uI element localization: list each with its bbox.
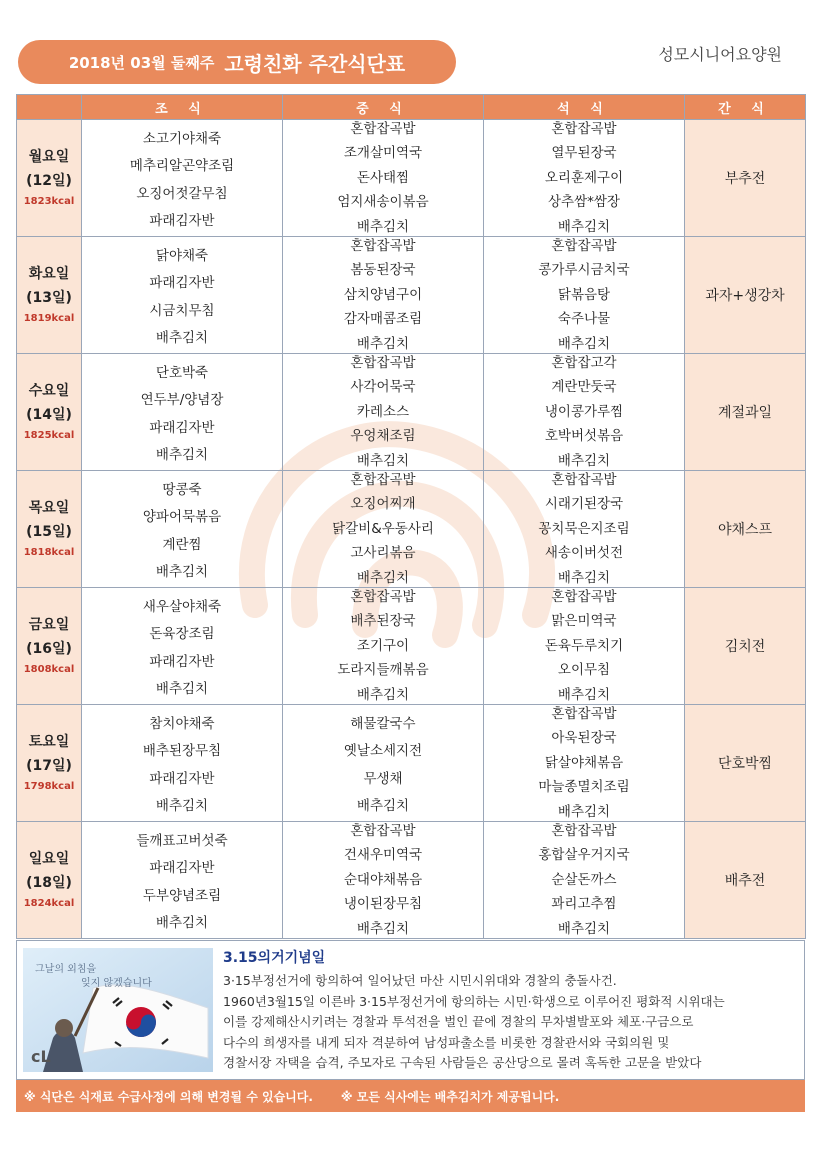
menu-item: 배추김치 (557, 452, 611, 469)
header-row (17, 95, 806, 120)
menu-item: 순살돈까스 (551, 871, 617, 888)
menu-item: 양파어묵볶음 (142, 509, 222, 526)
menu-item: 혼합잡곡밥 (350, 354, 416, 371)
menu-item: 봄동된장국 (350, 262, 416, 279)
menu-item: 카레소스 (356, 403, 410, 420)
menu-item: 땅콩죽 (162, 482, 202, 499)
header-breakfast: 조 식 (82, 95, 283, 120)
title-banner (18, 40, 456, 84)
menu-item: 무생채 (363, 770, 403, 787)
menu-item: 돈육두루치기 (544, 637, 624, 654)
menu-item: 혼합잡곡밥 (551, 237, 617, 254)
menu-item: 돈사태찜 (356, 169, 410, 186)
menu-item: 엄지새송이볶음 (337, 194, 429, 211)
day-kcal: 1825kcal (23, 430, 75, 441)
menu-item: 순대야채볶음 (343, 871, 423, 888)
day-cell (17, 120, 82, 237)
day-cell (17, 822, 82, 939)
menu-item: 계란찜 (162, 536, 202, 553)
menu-item: 배추김치 (155, 797, 209, 814)
menu-item: 열무된장국 (551, 145, 617, 162)
menu-item: 혼합잡곡밥 (350, 120, 416, 137)
day-row (17, 588, 806, 705)
breakfast-cell (82, 120, 283, 237)
menu-item: 배추김치 (356, 218, 410, 235)
menu-item: 냉이콩가루찜 (544, 403, 624, 420)
info-line: 1960년3월15일 이른바 3·15부정선거에 항의하는 시민·학생으로 이루어진 평화적 시위대는 (223, 993, 725, 1009)
lunch-cell (283, 705, 484, 822)
footer-bar (16, 1080, 805, 1112)
day-name: 월요일 (28, 149, 70, 165)
dinner-cell (484, 237, 685, 354)
menu-item: 배추김치 (356, 569, 410, 586)
menu-item: 메추리알곤약조림 (129, 158, 235, 175)
menu-item: 아욱된장국 (551, 730, 617, 747)
snack-cell: 계절과일 (685, 354, 806, 471)
menu-item: 도라지들깨볶음 (337, 662, 429, 679)
menu-item: 닭살야채볶음 (544, 754, 624, 771)
menu-item: 닭야채죽 (155, 248, 209, 265)
footer-note-2: ※ 모든 식사에는 배추김치가 제공됩니다. (340, 1089, 560, 1104)
breakfast-cell (82, 237, 283, 354)
menu-item: 조개살미역국 (343, 145, 423, 162)
header-dinner: 석 식 (484, 95, 685, 120)
lunch-cell (283, 354, 484, 471)
photo-logo: cL (31, 1047, 51, 1066)
menu-item: 혼합잡곡밥 (350, 588, 416, 605)
breakfast-cell (82, 588, 283, 705)
day-date: (18일) (26, 875, 72, 891)
menu-item: 콩가루시금치국 (538, 262, 630, 279)
menu-item: 혼합잡곡밥 (350, 471, 416, 488)
snack-cell: 야채스프 (685, 471, 806, 588)
day-kcal: 1819kcal (23, 313, 75, 324)
menu-item: 파래김자반 (149, 860, 215, 877)
day-name: 목요일 (28, 500, 70, 516)
day-cell (17, 237, 82, 354)
dinner-cell (484, 120, 685, 237)
dinner-cell (484, 822, 685, 939)
menu-item: 파래김자반 (149, 419, 215, 436)
menu-item: 배추김치 (356, 686, 410, 703)
menu-item: 배추김치 (356, 920, 410, 937)
menu-item: 배추된장무침 (142, 743, 222, 760)
menu-item: 감자매콤조림 (343, 311, 423, 328)
menu-item: 냉이된장무침 (343, 896, 423, 913)
day-cell (17, 588, 82, 705)
menu-item: 닭갈비&우동사리 (332, 520, 434, 537)
menu-item: 혼합잡고각 (551, 354, 617, 371)
menu-item: 배추김치 (155, 563, 209, 580)
lunch-cell (283, 237, 484, 354)
snack-cell: 과자+생강차 (685, 237, 806, 354)
menu-item: 오이무침 (557, 662, 611, 679)
dinner-cell (484, 471, 685, 588)
day-date: (13일) (26, 290, 72, 306)
dinner-cell (484, 588, 685, 705)
day-name: 화요일 (28, 266, 70, 282)
menu-item: 파래김자반 (149, 653, 215, 670)
dinner-cell (484, 354, 685, 471)
snack-cell: 배추전 (685, 822, 806, 939)
menu-item: 배추김치 (155, 446, 209, 463)
menu-item: 배추된장국 (350, 613, 416, 630)
week-label: 2018년 03월 둘째주 (68, 53, 215, 72)
menu-item: 들깨표고버섯죽 (136, 833, 228, 850)
menu-item: 꽈리고추찜 (551, 896, 617, 913)
photo-caption-2: 잊지 않겠습니다 (81, 978, 152, 989)
menu-item: 건새우미역국 (343, 847, 423, 864)
info-line: 이를 강제해산시키려는 경찰과 투석전을 벌인 끝에 경찰의 무차별발포와 체포·구금으로 (223, 1014, 694, 1029)
day-kcal: 1808kcal (23, 664, 75, 675)
day-kcal: 1824kcal (23, 898, 75, 909)
day-kcal: 1818kcal (23, 547, 75, 558)
header-snack: 간 식 (685, 95, 806, 120)
menu-item: 새우살야채죽 (142, 599, 222, 616)
menu-item: 단호박죽 (155, 365, 209, 382)
day-name: 토요일 (28, 734, 70, 750)
menu-item: 배추김치 (557, 335, 611, 352)
menu-item: 맑은미역국 (551, 613, 617, 630)
menu-item: 혼합잡곡밥 (551, 120, 617, 137)
day-cell (17, 354, 82, 471)
menu-item: 혼합잡곡밥 (551, 471, 617, 488)
day-date: (16일) (26, 641, 72, 657)
day-row (17, 705, 806, 822)
day-name: 수요일 (28, 383, 70, 399)
menu-item: 배추김치 (557, 569, 611, 586)
menu-item: 배추김치 (155, 329, 209, 346)
menu-item: 오징어젓갈무침 (136, 185, 228, 202)
info-line: 3·15부정선거에 항의하여 일어났던 마산 시민시위대와 경찰의 충돌사건. (223, 973, 617, 988)
menu-item: 상추쌈*쌈장 (548, 194, 620, 211)
day-row (17, 822, 806, 939)
menu-table (16, 94, 806, 939)
day-date: (17일) (26, 758, 72, 774)
day-date: (15일) (26, 524, 72, 540)
menu-item: 파래김자반 (149, 275, 215, 292)
menu-item: 시금치무침 (149, 302, 215, 319)
menu-item: 배추김치 (356, 797, 410, 814)
photo-caption-1: 그날의 외침을 (35, 964, 97, 975)
breakfast-cell (82, 354, 283, 471)
menu-item: 배추김치 (557, 920, 611, 937)
lunch-cell (283, 471, 484, 588)
facility-name: 성모시니어요양원 (658, 45, 782, 64)
menu-item: 파래김자반 (149, 212, 215, 229)
menu-item: 혼합잡곡밥 (551, 588, 617, 605)
footer-note-1: ※ 식단은 식재료 수급사정에 의해 변경될 수 있습니다. (24, 1089, 313, 1104)
menu-item: 배추김치 (557, 686, 611, 703)
menu-item: 우엉채조림 (350, 428, 416, 445)
lunch-cell (283, 588, 484, 705)
menu-item: 혼합잡곡밥 (551, 705, 617, 722)
header-lunch: 중 식 (283, 95, 484, 120)
menu-item: 파래김자반 (149, 770, 215, 787)
dinner-cell (484, 705, 685, 822)
breakfast-cell (82, 471, 283, 588)
day-date: (12일) (26, 173, 72, 189)
menu-item: 배추김치 (155, 914, 209, 931)
menu-item: 오징어찌개 (350, 496, 416, 513)
menu-item: 혼합잡곡밥 (551, 822, 617, 839)
breakfast-cell (82, 705, 283, 822)
menu-item: 사각어묵국 (350, 379, 416, 396)
day-row (17, 471, 806, 588)
day-cell (17, 705, 82, 822)
day-kcal: 1823kcal (23, 196, 75, 207)
menu-item: 삼치양념구이 (343, 286, 423, 303)
snack-cell: 부추전 (685, 120, 806, 237)
menu-item: 두부양념조림 (142, 887, 222, 904)
day-date: (14일) (26, 407, 72, 423)
day-cell (17, 471, 82, 588)
menu-item: 혼합잡곡밥 (350, 237, 416, 254)
menu-item: 돈육장조림 (149, 626, 215, 643)
menu-item: 조기구이 (356, 637, 410, 654)
breakfast-cell (82, 822, 283, 939)
menu-item: 배추김치 (557, 218, 611, 235)
day-name: 금요일 (28, 617, 70, 633)
memorial-photo (23, 948, 213, 1072)
menu-item: 호박버섯볶음 (544, 428, 624, 445)
menu-item: 마늘종멸치조림 (538, 779, 630, 796)
info-title: 3.15의거기념일 (223, 950, 326, 966)
menu-item: 혼합잡곡밥 (350, 822, 416, 839)
menu-item: 오리훈제구이 (544, 169, 624, 186)
snack-cell: 김치전 (685, 588, 806, 705)
menu-item: 고사리볶음 (350, 545, 416, 562)
menu-item: 시래기된장국 (544, 496, 624, 513)
lunch-cell (283, 822, 484, 939)
menu-item: 옛날소세지전 (343, 743, 423, 760)
day-kcal: 1798kcal (23, 781, 75, 792)
day-row (17, 354, 806, 471)
day-row (17, 237, 806, 354)
day-row (17, 120, 806, 237)
menu-item: 닭볶음탕 (557, 286, 611, 303)
info-box (16, 940, 805, 1080)
info-line: 다수의 희생자를 내게 되자 격분하여 남성파출소를 비롯한 경찰관서와 국회의원 및 (223, 1034, 670, 1050)
menu-item: 숙주나물 (557, 311, 611, 328)
info-text (223, 971, 803, 1074)
menu-item: 소고기야채죽 (142, 131, 222, 148)
snack-cell: 단호박찜 (685, 705, 806, 822)
day-name: 일요일 (28, 851, 70, 867)
menu-item: 연두부/양념장 (140, 392, 224, 409)
lunch-cell (283, 120, 484, 237)
menu-item: 배추김치 (356, 452, 410, 469)
menu-item: 홍합살우거지국 (538, 847, 630, 864)
menu-item: 계란만둣국 (551, 379, 617, 396)
menu-item: 참치야채죽 (149, 716, 215, 733)
menu-item: 배추김치 (557, 803, 611, 820)
menu-item: 해물칼국수 (350, 716, 416, 733)
info-line: 경찰서장 자택을 습격, 주모자로 구속된 사람들은 공산당으로 몰려 혹독한 고문을 받았다 (223, 1055, 702, 1070)
menu-item: 배추김치 (155, 680, 209, 697)
page-title: 고령친화 주간식단표 (224, 51, 406, 76)
header-corner (17, 95, 82, 120)
menu-item: 새송이버섯전 (544, 545, 624, 562)
menu-item: 꽁치묵은지조림 (538, 520, 630, 537)
menu-item: 배추김치 (356, 335, 410, 352)
